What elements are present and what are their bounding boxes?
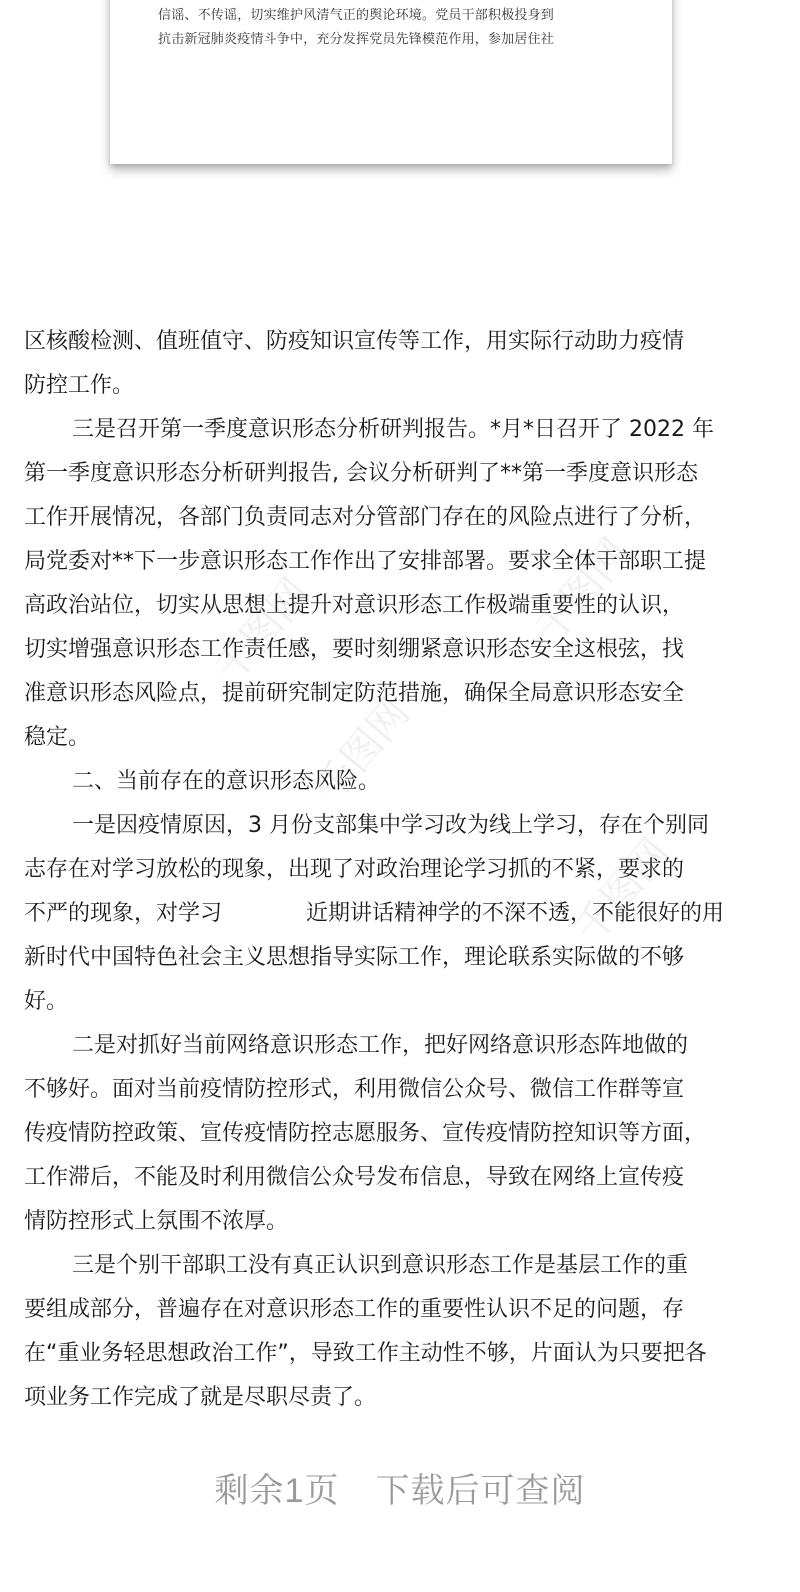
preview-line: 信谣、不传谣，切实维护风清气正的舆论环境。党员干部积极投身到 xyxy=(158,8,555,23)
paragraph-line: 新时代中国特色社会主义思想指导实际工作，理论联系实际做的不够 xyxy=(24,945,685,970)
remaining-pages-label: 剩余1页 xyxy=(214,1472,340,1510)
paragraph-line: 传疫情防控政策、宣传疫情防控志愿服务、宣传疫情防控知识等方面， xyxy=(24,1121,707,1146)
paragraph-line xyxy=(24,892,768,936)
watermark-logo: 千图网 xyxy=(566,830,679,952)
paragraph-line: 局党委对**下一步意识形态工作作出了安排部署。要求全体干部职工提 xyxy=(24,549,707,574)
paragraph-line: 情防控形式上氛围不浓厚。 xyxy=(24,1209,289,1234)
paragraph-fragment: 近期讲话精神学的不深不透，不能很好的用 xyxy=(306,901,725,926)
preview-line: 抗击新冠肺炎疫情斗争中，充分发挥党员先锋模范作用，参加居住社 xyxy=(158,32,555,47)
paragraph-line: 防控工作。 xyxy=(24,373,135,398)
watermark-logo: 千图网 xyxy=(526,530,639,652)
watermark-logo: 千图网 xyxy=(206,570,319,692)
paragraph-line: 二是对抓好当前网络意识形态工作，把好网络意识形态阵地做的 xyxy=(72,1033,689,1058)
paragraph-line: 一是因疫情原因，3 月份支部集中学习改为线上学习，存在个别同 xyxy=(72,813,709,838)
paragraph-line: 志存在对学习放松的现象，出现了对政治理论学习抓的不紧，要求的 xyxy=(24,857,685,882)
download-prompt[interactable] xyxy=(0,1466,800,1516)
paragraph-line: 项业务工作完成了就是尽职尽责了。 xyxy=(24,1385,377,1410)
paragraph-line: 稳定。 xyxy=(24,725,91,750)
paragraph-line: 在“重业务轻思想政治工作”，导致工作主动性不够，片面认为只要把各 xyxy=(24,1341,707,1366)
download-to-view-label: 下载后可查阅 xyxy=(375,1472,586,1510)
paragraph-line: 三是召开第一季度意识形态分析研判报告。*月*日召开了 2022 年 xyxy=(72,417,714,442)
paragraph-line: 切实增强意识形态工作责任感，要时刻绷紧意识形态安全这根弦，找 xyxy=(24,637,685,662)
paragraph-line: 区核酸检测、值班值守、防疫知识宣传等工作，用实际行动助力疫情 xyxy=(24,329,685,354)
preview-card xyxy=(110,0,672,164)
paragraph-line: 不够好。面对当前疫情防控形式，利用微信公众号、微信工作群等宣 xyxy=(24,1077,685,1102)
paragraph-fragment: 不严的现象，对学习 xyxy=(24,901,223,926)
paragraph-line: 高政治站位，切实从思想上提升对意识形态工作极端重要性的认识， xyxy=(24,593,685,618)
document-body xyxy=(24,320,768,1420)
paragraph-line: 好。 xyxy=(24,989,69,1014)
paragraph-line: 三是个别干部职工没有真正认识到意识形态工作是基层工作的重 xyxy=(72,1253,689,1278)
section-heading: 二、当前存在的意识形态风险。 xyxy=(72,769,381,794)
paragraph-line: 第一季度意识形态分析研判报告, 会议分析研判了**第一季度意识形态 xyxy=(24,461,698,486)
paragraph-line: 要组成部分，普遍存在对意识形态工作的重要性认识不足的问题，存 xyxy=(24,1297,685,1322)
paragraph-line: 工作滞后，不能及时利用微信公众号发布信息，导致在网络上宣传疫 xyxy=(24,1165,685,1190)
paragraph-line: 准意识形态风险点，提前研究制定防范措施，确保全局意识形态安全 xyxy=(24,681,685,706)
preview-text xyxy=(158,4,638,52)
watermark-logo: 千图网 xyxy=(306,690,419,812)
paragraph-line: 工作开展情况，各部门负责同志对分管部门存在的风险点进行了分析， xyxy=(24,505,707,530)
